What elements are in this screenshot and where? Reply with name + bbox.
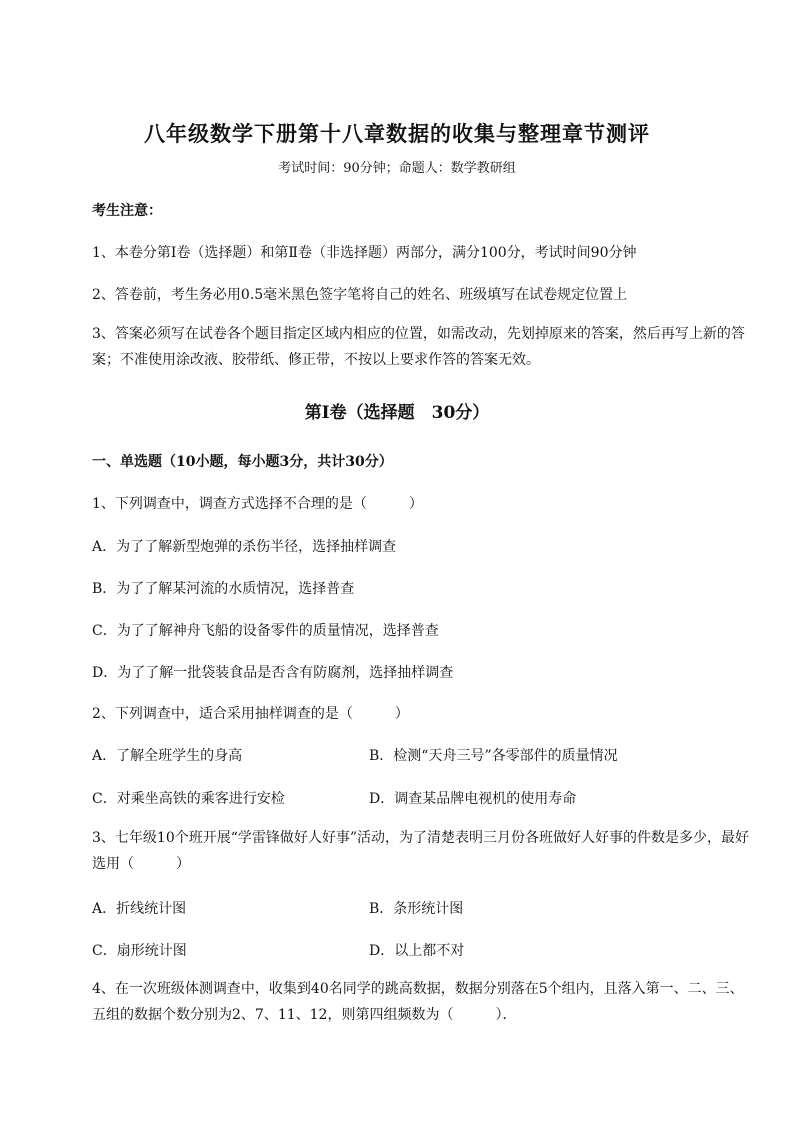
question-1-stem: 1、下列调查中，调查方式选择不合理的是（ ）	[92, 496, 423, 512]
question-3-option-c: C．扇形统计图	[92, 943, 187, 959]
question-3-option-b: B．条形统计图	[369, 901, 464, 917]
notice-item-3: 3、答案必须写在试卷各个题目指定区域内相应的位置，如需改动，先划掉原来的答案，然后再写上新的答案；不准使用涂改液、胶带纸、修正带，不按以上要求作答的答案无效。	[92, 326, 745, 368]
notice-item-1: 1、本卷分第I卷（选择题）和第Ⅱ卷（非选择题）两部分，满分100分，考试时间90分钟	[92, 245, 637, 261]
question-4-stem: 4、在一次班级体测调查中，收集到40名同学的跳高数据，数据分别落在5个组内，且落入第一、二、三、五组的数据个数分别为2、7、11、12，则第四组频数为（ ）．	[92, 981, 744, 1023]
page-title: 八年级数学下册第十八章数据的收集与整理章节测评	[144, 121, 650, 146]
part-heading: 一、单选题（10小题，每小题3分，共计30分）	[92, 454, 393, 470]
question-3-option-d: D．以上都不对	[369, 943, 465, 959]
question-2-option-d: D．调查某品牌电视机的使用寿命	[369, 791, 577, 807]
question-2-stem: 2、下列调查中，适合采用抽样调查的是（ ）	[92, 706, 409, 722]
question-1-option-c: C．为了了解神舟飞船的设备零件的质量情况，选择普查	[92, 623, 439, 639]
exam-info-subtitle: 考试时间：90分钟；命题人：数学教研组	[278, 161, 516, 176]
question-2-option-b: B．检测“天舟三号”各零部件的质量情况	[369, 748, 618, 764]
question-1-option-b: B．为了了解某河流的水质情况，选择普查	[92, 581, 355, 597]
question-1-option-d: D．为了了解一批袋装食品是否含有防腐剂，选择抽样调查	[92, 665, 454, 681]
question-3-stem: 3、七年级10个班开展“学雷锋做好人好事”活动，为了清楚表明三月份各班做好人好事的件数是多少，最好选用（ ）	[92, 830, 750, 872]
section-title: 第I卷（选择题 30分）	[304, 403, 490, 423]
notice-item-2: 2、答卷前，考生务必用0.5毫米黑色签字笔将自己的姓名、班级填写在试卷规定位置上	[92, 287, 628, 303]
notice-heading: 考生注意：	[92, 203, 162, 219]
question-1-option-a: A．为了了解新型炮弹的杀伤半径，选择抽样调查	[92, 539, 397, 555]
question-2-option-a: A．了解全班学生的身高	[92, 748, 243, 764]
question-2-option-c: C．对乘坐高铁的乘客进行安检	[92, 791, 285, 807]
question-3-option-a: A．折线统计图	[92, 901, 187, 917]
